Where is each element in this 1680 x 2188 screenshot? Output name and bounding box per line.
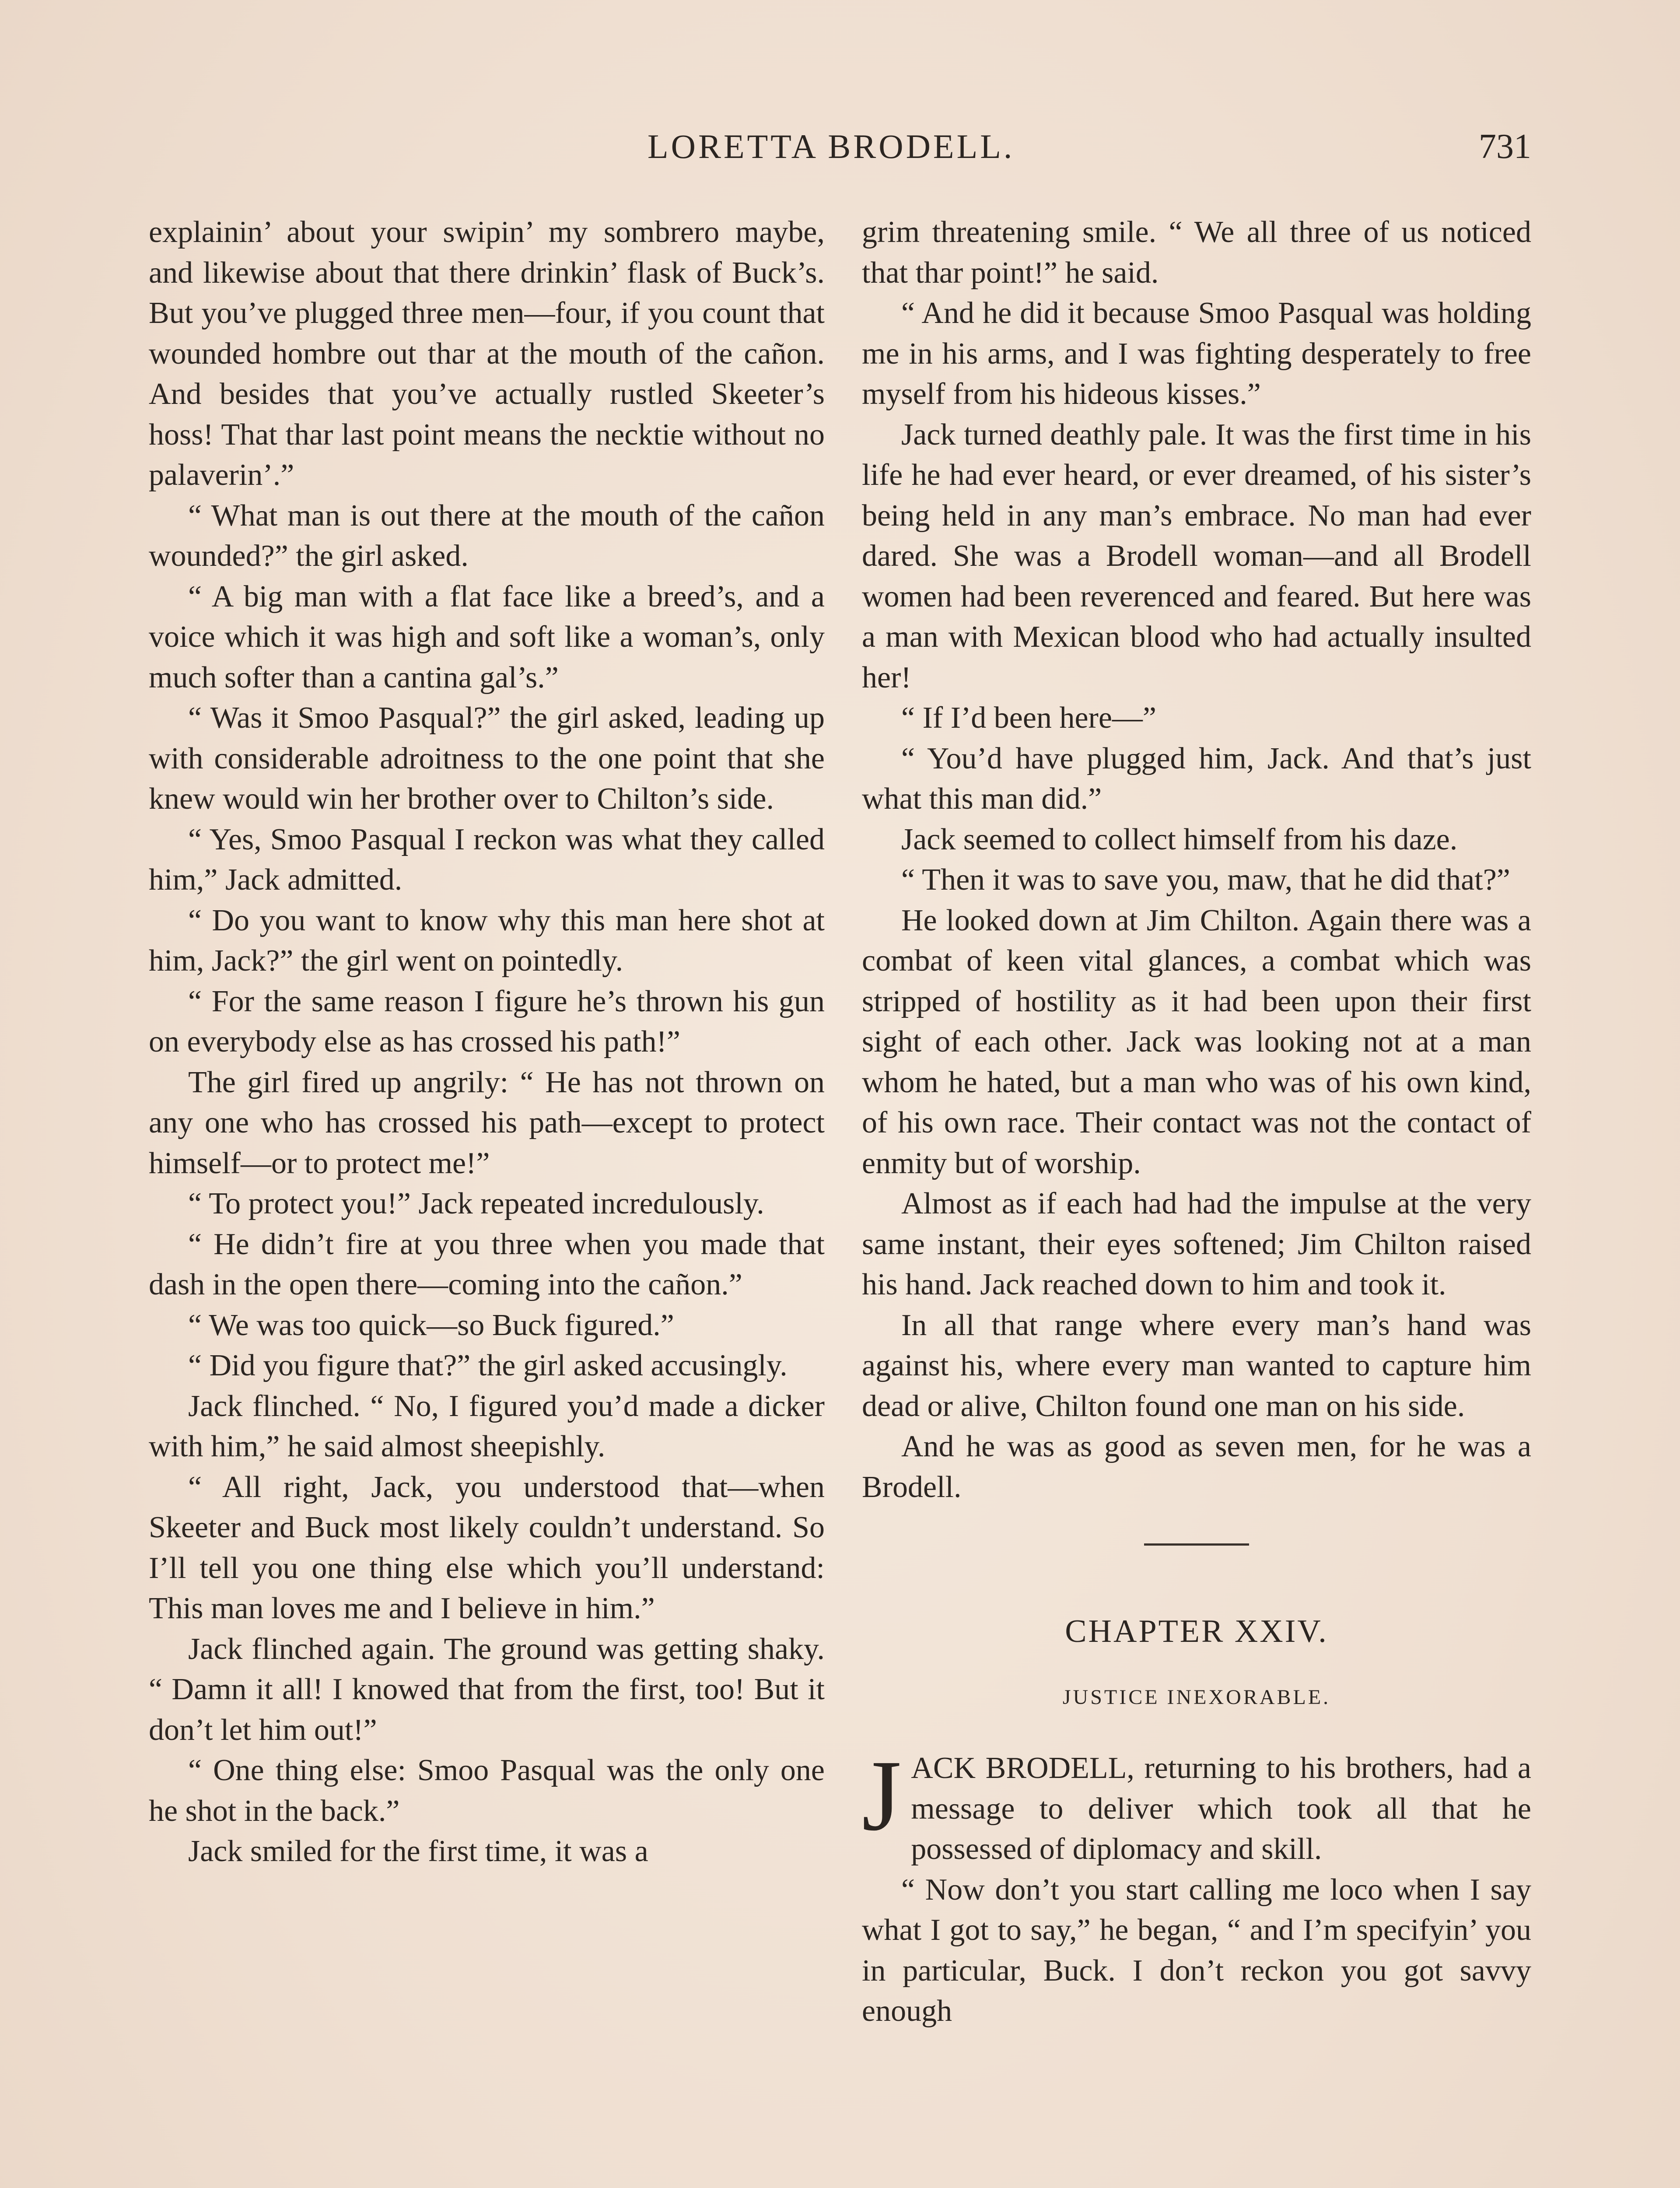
paragraph: “ Then it was to save you, maw, that he did that?”: [901, 863, 1510, 897]
running-title: LORETTA BRODELL.: [648, 127, 1015, 165]
section-divider: [1144, 1543, 1249, 1546]
paragraph: “ Now don’t you start calling me loco when I say what I got to say,” he began, “ and I’m specifyin’ you in particular, Buck. I don’t reckon you got savvy enough: [862, 1872, 1531, 2028]
paragraph: Jack turned deathly pale. It was the first time in his life he had ever heard, or ever dreamed, of his sister’s being held in any man’s embrace. No man had ever dared. She was a Brodell woman—and all Brodell women had been reverenced and feared. But here was a man with Mexican blood who had actually insulted her!: [862, 417, 1531, 694]
paragraph: Jack flinched again. The ground was getting shaky. “ Damn it all! I knowed that from the first, too! But it don’t let him out!”: [149, 1632, 825, 1747]
paragraph: He looked down at Jim Chilton. Again there was a combat of keen vital glances, a combat which was stripped of hostility as it had been upon their first sight of each other. Jack was looking not at a man whom he hated, but a man who was of his own kind, of his own race. Their contact was not the contact of enmity but of worship.: [862, 903, 1531, 1180]
paragraph: “ All right, Jack, you understood that—when Skeeter and Buck most likely couldn’t understand. So I’ll tell you one thing else which you’ll understand: This man loves me and I believe in him.”: [149, 1470, 825, 1625]
paragraph: “ What man is out there at the mouth of the cañon wounded?” the girl asked.: [149, 498, 825, 573]
paragraph: explainin’ about your swipin’ my sombrero maybe, and likewise about that there drinkin’ flask of Buck’s. But you’ve plugged three men—four, if you count that wounded hombre out thar at the mouth of the cañon. And besides that you’ve actually rustled Skeeter’s hoss! That thar last point means the necktie without no palaverin’.”: [149, 215, 825, 492]
page-number: 731: [1479, 127, 1531, 166]
paragraph: “ Yes, Smoo Pasqual I reckon was what they called him,” Jack admitted.: [149, 822, 825, 897]
paragraph: “ You’d have plugged him, Jack. And that’s just what this man did.”: [862, 741, 1531, 816]
paragraph: “ He didn’t fire at you three when you made that dash in the open there—coming into the cañon.”: [149, 1227, 825, 1301]
paragraph: “ Do you want to know why this man here shot at him, Jack?” the girl went on pointedly.: [149, 903, 825, 978]
left-column: [149, 212, 825, 1872]
paragraph: “ We was too quick—so Buck figured.”: [188, 1308, 674, 1342]
paragraph: “ For the same reason I figure he’s thrown his gun on everybody else as has crossed his path!”: [149, 984, 825, 1059]
paragraph: Jack seemed to collect himself from his daze.: [901, 822, 1458, 856]
running-head: [149, 127, 1531, 179]
drop-cap: J: [862, 1739, 902, 1852]
paragraph: The girl fired up angrily: “ He has not thrown on any one who has crossed his path—except to protect himself—or to protect me!”: [149, 1065, 825, 1180]
paragraph: “ And he did it because Smoo Pasqual was holding me in his arms, and I was fighting desperately to free myself from his hideous kisses.”: [862, 296, 1531, 411]
paragraph: “ Was it Smoo Pasqual?” the girl asked, leading up with considerable adroitness to the one point that she knew would win her brother over to Chilton’s side.: [149, 701, 825, 816]
paragraph: Jack smiled for the first time, it was a: [188, 1834, 648, 1868]
chapter-subtitle: JUSTICE INEXORABLE.: [1062, 1685, 1331, 1709]
paragraph: “ A big man with a flat face like a breed’s, and a voice which it was high and soft like a woman’s, only much softer than a cantina gal’s.”: [149, 579, 825, 694]
paragraph: “ One thing else: Smoo Pasqual was the only one he shot in the back.”: [149, 1753, 825, 1828]
paragraph: Jack flinched. “ No, I figured you’d made a dicker with him,” he said almost sheepishly.: [149, 1389, 825, 1463]
paragraph: “ If I’d been here—”: [901, 701, 1156, 735]
right-column: [862, 212, 1531, 2032]
chapter-opening-paragraph: [862, 1739, 1531, 1870]
chapter-opening-text: ACK BRODELL, returning to his brothers, had a message to deliver which took all that he possessed of diplomacy and skill.: [911, 1751, 1531, 1866]
chapter-heading: CHAPTER XXIV.: [1065, 1613, 1328, 1649]
paragraph: “ To protect you!” Jack repeated incredulously.: [188, 1187, 764, 1220]
paragraph: And he was as good as seven men, for he was a Brodell.: [862, 1430, 1531, 1504]
paragraph: Almost as if each had had the impulse at the very same instant, their eyes softened; Jim Chilton raised his hand. Jack reached down to him and took it.: [862, 1187, 1531, 1301]
paragraph: “ Did you figure that?” the girl asked accusingly.: [188, 1349, 788, 1382]
paragraph: grim threatening smile. “ We all three of us noticed that thar point!” he said.: [862, 215, 1531, 290]
paragraph: In all that range where every man’s hand was against his, where every man wanted to capture him dead or alive, Chilton found one man on his side.: [862, 1308, 1531, 1423]
